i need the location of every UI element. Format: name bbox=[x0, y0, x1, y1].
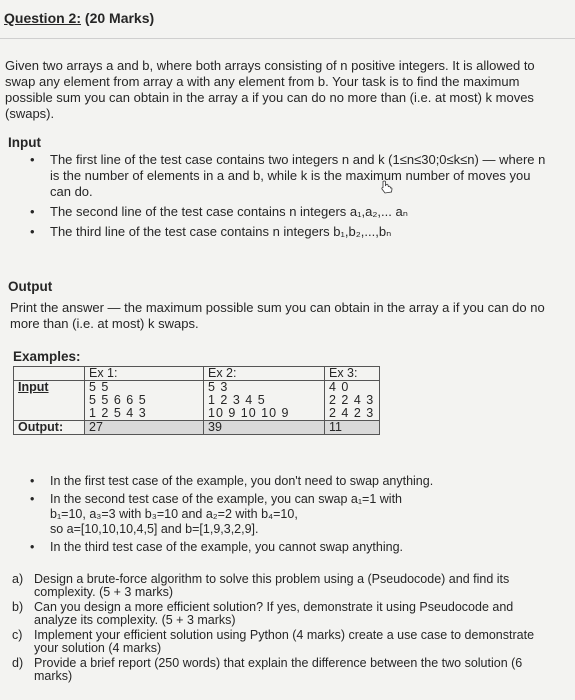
input-bullet: • The second line of the test case contains n integers a₁,a₂,... aₙ bbox=[30, 204, 408, 219]
task-part: b) Can you design a more efficient solution? If yes, demonstrate it using Pseudocode and analyze its complexity. (5 + 3 marks) bbox=[12, 600, 514, 627]
mouse-cursor-icon bbox=[381, 180, 393, 194]
table-row bbox=[14, 381, 380, 421]
question-number: Question 2: bbox=[4, 10, 82, 26]
problem-statement: Given two arrays a and b, where both arrays consisting of n positive integers. It is allowed to swap any element from array a with any element from b. Your task is to find the maximum possible sum you can obtain in the array a if you can do no more than (i.e. at most) k moves (swaps). bbox=[5, 58, 535, 121]
task-part: c) Implement your efficient solution using Python (4 marks) create a use case to demonstrate your solution (4 marks) bbox=[12, 628, 535, 655]
examples-heading: Examples: bbox=[13, 349, 81, 364]
note-bullet: • In the first test case of the example, you don't need to swap anything. bbox=[30, 474, 434, 488]
table-cell: 4 0 2 2 4 3 2 4 2 3 bbox=[325, 381, 380, 421]
bullet-dot-icon: • bbox=[30, 224, 35, 239]
table-header-cell: Ex 2: bbox=[204, 367, 325, 381]
input-bullet-list bbox=[30, 152, 550, 244]
question-header bbox=[0, 0, 575, 39]
bullet-dot-icon: • bbox=[30, 474, 35, 488]
bullet-dot-icon: • bbox=[30, 540, 35, 554]
table-row bbox=[14, 421, 380, 435]
table-cell: 5 3 1 2 3 4 5 10 9 10 10 9 bbox=[204, 381, 325, 421]
table-cell: 5 5 5 5 6 6 5 1 2 5 4 3 bbox=[85, 381, 204, 421]
question-marks: (20 Marks) bbox=[84, 10, 155, 26]
task-part: a) Design a brute-force algorithm to solve this problem using a (Pseudocode) and find its complexity. (5 + 3 marks) bbox=[12, 572, 510, 599]
table-header-cell: Ex 3: bbox=[325, 367, 380, 381]
input-bullet: • The first line of the test case contains two integers n and k (1≤n≤30;0≤k≤n) — where n is the number of elements in a and b, while k is the maximum number of moves you can do. bbox=[30, 152, 546, 199]
bullet-dot-icon: • bbox=[30, 204, 35, 219]
bullet-dot-icon: • bbox=[30, 152, 35, 167]
examples-table bbox=[13, 366, 380, 435]
note-bullet: • In the third test case of the example, you cannot swap anything. bbox=[30, 540, 403, 554]
output-heading: Output bbox=[8, 279, 53, 294]
question-title bbox=[4, 10, 154, 26]
example-notes-list bbox=[30, 474, 550, 558]
note-bullet: • In the second test case of the example, you can swap a₁=1 with b₁=10, a₃=3 with b₃=10 and a₂=2 with b₄=10, so a=[10,10,10,4,5] and b=[1,9,3,2,9]. bbox=[30, 492, 402, 536]
bullet-dot-icon: • bbox=[30, 492, 35, 506]
input-row-label: Input bbox=[18, 380, 49, 394]
table-cell: 39 bbox=[204, 421, 325, 435]
output-description: Print the answer — the maximum possible sum you can obtain in the array a if you can do no more than (i.e. at most) k swaps. bbox=[10, 300, 545, 331]
table-cell: 11 bbox=[325, 421, 380, 435]
task-part: d) Provide a brief report (250 words) that explain the difference between the two solution (6 marks) bbox=[12, 656, 523, 683]
output-row-label: Output: bbox=[14, 421, 85, 435]
table-cell: 27 bbox=[85, 421, 204, 435]
table-header-cell: Ex 1: bbox=[85, 367, 204, 381]
input-bullet: • The third line of the test case contains n integers b₁,b₂,...,bₙ bbox=[30, 224, 392, 239]
input-heading: Input bbox=[8, 135, 41, 150]
task-parts-list bbox=[12, 573, 557, 685]
table-row bbox=[14, 367, 380, 381]
